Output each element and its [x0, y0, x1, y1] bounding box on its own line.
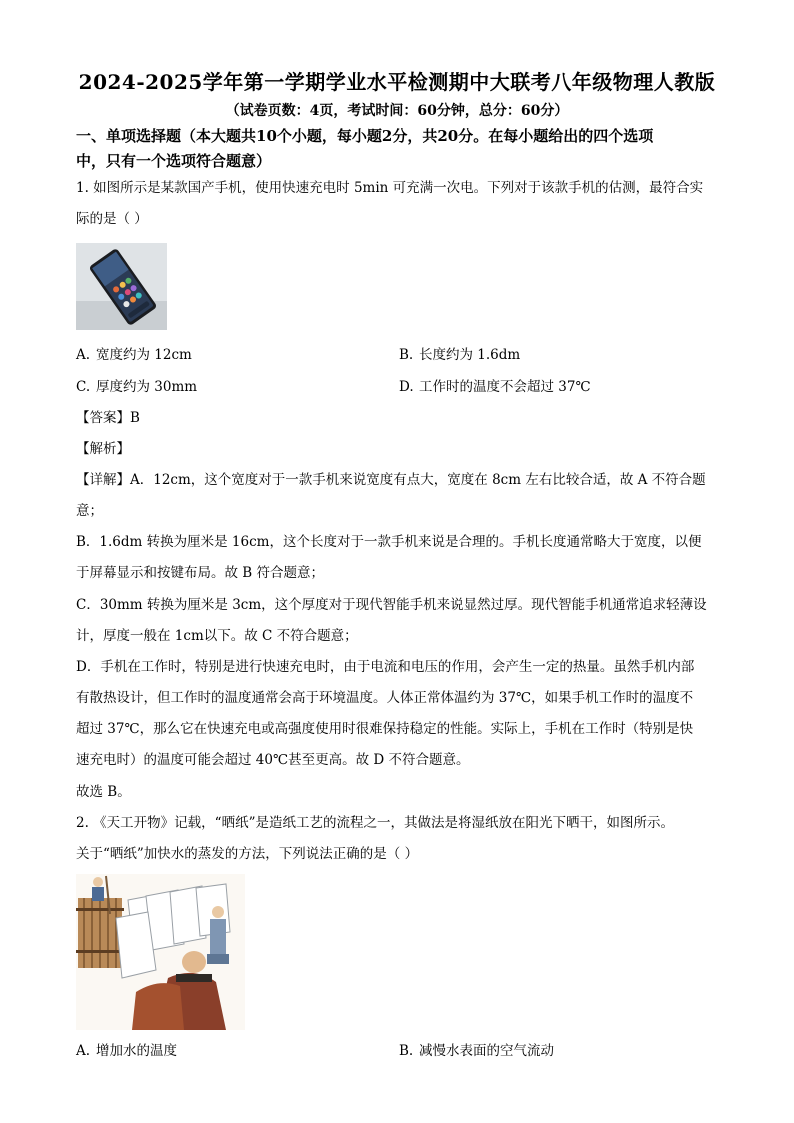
paper-drying-icon: [76, 874, 245, 1030]
section-heading-line-1: 一、单项选择题（本大题共10个小题，每小题2分，共20分。在每小题给出的四个选项: [76, 127, 654, 145]
q1-detail-line: C．30mm 转换为厘米是 3cm，这个厚度对于现代智能手机来说显然过厚。现代智能手机通常追求轻薄设: [76, 597, 707, 613]
q1-detail-line: 速充电时）的温度可能会超过 40℃甚至更高。故 D 不符合题意。: [76, 752, 470, 768]
q2-option-a: [76, 1041, 177, 1061]
q2-option-b-text: 减慢水表面的空气流动: [419, 1043, 554, 1059]
q1-option-b-text: 长度约为 1.6dm: [419, 347, 521, 363]
section-heading-line-2: 中，只有一个选项符合题意）: [76, 152, 272, 170]
q1-option-c: [76, 377, 197, 397]
page-title: 2024-2025学年第一学期学业水平检测期中大联考八年级物理人教版: [78, 70, 716, 94]
q1-option-c-key: C.: [76, 379, 91, 395]
q2-stem-line-2: 关于“晒纸”加快水的蒸发的方法，下列说法正确的是（ ）: [76, 846, 419, 862]
q1-option-d-text: 工作时的温度不会超过 37℃: [419, 379, 591, 395]
q2-option-b-key: B.: [399, 1043, 414, 1059]
phone-photo-icon: [76, 243, 167, 330]
q1-option-a: [76, 345, 192, 365]
q1-analysis-label: 【解析】: [76, 441, 130, 457]
q2-stem-line-1: 2. 《天工开物》记载，“晒纸”是造纸工艺的流程之一，其做法是将湿纸放在阳光下晒干，如图所示。: [76, 815, 674, 831]
q1-option-b-key: B.: [399, 347, 414, 363]
q1-stem-line-1: 1. 如图所示是某款国产手机，使用快速充电时 5min 可充满一次电。下列对于该款手机的估测，最符合实: [76, 180, 704, 196]
q1-option-a-key: A.: [76, 347, 91, 363]
q1-option-c-text: 厚度约为 30mm: [96, 379, 198, 395]
exam-info: （试卷页数：4页，考试时间：60分钟，总分：60分）: [225, 103, 569, 119]
q1-option-a-text: 宽度约为 12cm: [96, 347, 192, 363]
q1-stem-line-2: 际的是（ ）: [76, 211, 148, 227]
q1-option-d-key: D.: [399, 379, 414, 395]
q2-option-b: [399, 1041, 554, 1061]
paper-drying-illustration: [76, 874, 245, 1030]
q1-detail-line: 超过 37℃，那么它在快速充电或高强度使用时很难保持稳定的性能。实际上，手机在工作时（特别是快: [76, 721, 694, 737]
phone-photo: [76, 243, 167, 330]
q2-option-a-key: A.: [76, 1043, 91, 1059]
q1-conclusion: 故选 B。: [76, 784, 131, 800]
q1-detail-line: 意；: [76, 503, 103, 519]
q1-option-b: [399, 345, 520, 365]
q1-option-d: [399, 377, 591, 397]
q1-answer: 【答案】B: [76, 410, 140, 426]
q1-detail-line: 【详解】A．12cm，这个宽度对于一款手机来说宽度有点大，宽度在 8cm 左右比较合适，故 A 不符合题: [76, 472, 706, 488]
q1-detail-line: 有散热设计，但工作时的温度通常会高于环境温度。人体正常体温约为 37℃，如果手机工作时的温度不: [76, 690, 694, 706]
q1-detail-line: D．手机在工作时，特别是进行快速充电时，由于电流和电压的作用，会产生一定的热量。虽然手机内部: [76, 659, 695, 675]
q1-detail-line: B．1.6dm 转换为厘米是 16cm，这个长度对于一款手机来说是合理的。手机长度通常略大于宽度，以便: [76, 534, 702, 550]
q1-detail-line: 于屏幕显示和按键布局。故 B 符合题意；: [76, 565, 325, 581]
q2-option-a-text: 增加水的温度: [96, 1043, 177, 1059]
q1-detail-line: 计，厚度一般在 1cm以下。故 C 不符合题意；: [76, 628, 358, 644]
